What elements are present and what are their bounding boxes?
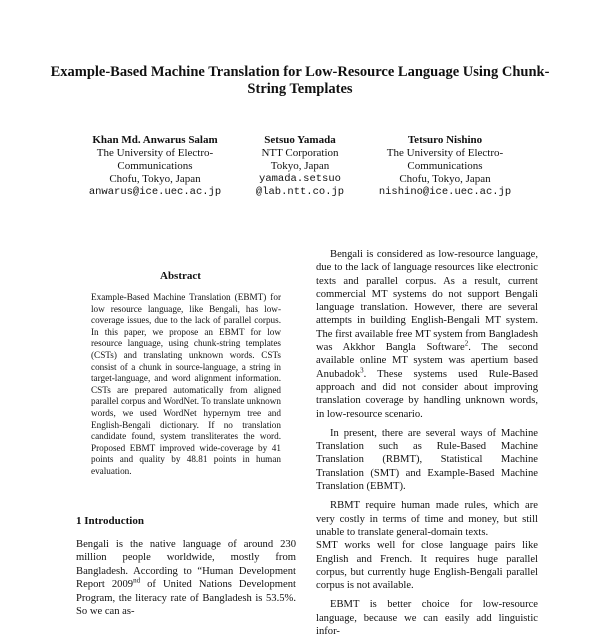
- author-email: anwarus@ice.uec.ac.jp: [88, 186, 222, 198]
- section-heading-introduction: 1 Introduction: [76, 515, 144, 527]
- author-location: Chofu, Tokyo, Japan: [109, 173, 201, 185]
- author-affiliation: Communications: [407, 160, 483, 172]
- author-name: Setsuo Yamada: [264, 134, 336, 146]
- intro-paragraph: [76, 538, 296, 618]
- author-affiliation: Communications: [117, 160, 193, 172]
- body-text: . These systems used Rule-Based approach and did not consider about improving translation coverage by handling unknown words, in low-resource scenario.: [316, 368, 538, 420]
- author-2: [240, 134, 360, 199]
- body-paragraph: In present, there are several ways of Machine Translation such as Rule-Based Machine Translation (RBMT), Statistical Machine Translation (SMT) and Example-Based Machine Translation (EBMT).: [316, 427, 538, 493]
- author-location: Tokyo, Japan: [270, 160, 330, 172]
- body-text: Bengali is considered as low-resource language, due to the lack of language resources like electronic texts and parallel corpus. As a result, current commercial MT systems do not support Bengali language translation. However, there are several attempts in building English-Bengali MT system. The first available free MT system from Bangladesh was Akkhor Bangla Software: [316, 249, 538, 354]
- author-1: [60, 134, 250, 199]
- body-paragraph: SMT works well for close language pairs like English and French. It requires huge parallel corpus, but currently huge English-Bengali parallel corpus is not available.: [316, 540, 538, 592]
- author-location: Chofu, Tokyo, Japan: [399, 173, 491, 185]
- author-email: yamada.setsuo: [259, 173, 341, 185]
- footnote-marker: nd: [133, 576, 141, 585]
- author-name: Tetsuro Nishino: [407, 134, 483, 146]
- author-email: nishino@ice.uec.ac.jp: [378, 186, 512, 198]
- right-column: [316, 248, 538, 644]
- paper-title: Example-Based Machine Translation for Low-Resource Language Using Chunk-String Templates: [50, 64, 550, 97]
- intro-text: of United Nations Development Program, the literacy rate of Bangladesh is 53.5%. So we can as-: [76, 579, 296, 618]
- author-affiliation: The University of Electro-: [96, 147, 214, 159]
- intro-text: Bengali is the native language of around 230 million people worldwide, mostly from Bangladesh. According to “Human Development Report 2009: [76, 539, 296, 591]
- footnote-marker: 3: [360, 366, 364, 375]
- abstract-heading: Abstract: [160, 270, 201, 282]
- body-paragraph: RBMT require human made rules, which are very costly in terms of time and money, but still unable to translate general-domain texts.: [316, 500, 538, 538]
- abstract-text: Example-Based Machine Translation (EBMT) for low resource language, like Bengali, has low-coverage issues, due to the lack of parallel corpus. In this paper, we propose an EBMT for low resource language, using chunk-string templates (CSTs) and translating unknown words. CSTs consist of a chunk in source-language, a string in target-language, and word alignment information. CSTs are prepared automatically from aligned parallel corpus and WordNet. To translate unknown words, we used WordNet hypernym tree and English-Bengali dictionary. If no translation candidate found, system transliterates the word. Proposed EBMT improved wide-coverage by 41 points and quality by 48.81 points in human evaluation.: [91, 292, 281, 476]
- author-3: [355, 134, 535, 199]
- body-paragraph: EBMT is better choice for low-resource language, because we can easily add linguistic infor-: [316, 599, 538, 638]
- author-affiliation: The University of Electro-: [386, 147, 504, 159]
- author-email: @lab.ntt.co.jp: [255, 186, 345, 198]
- body-paragraph: [316, 248, 538, 421]
- footnote-marker: 2: [464, 339, 469, 348]
- body-text: . The second available online MT system was apertium based Anubadok: [316, 342, 538, 380]
- author-name: Khan Md. Anwarus Salam: [92, 134, 218, 146]
- author-affiliation: NTT Corporation: [261, 147, 339, 159]
